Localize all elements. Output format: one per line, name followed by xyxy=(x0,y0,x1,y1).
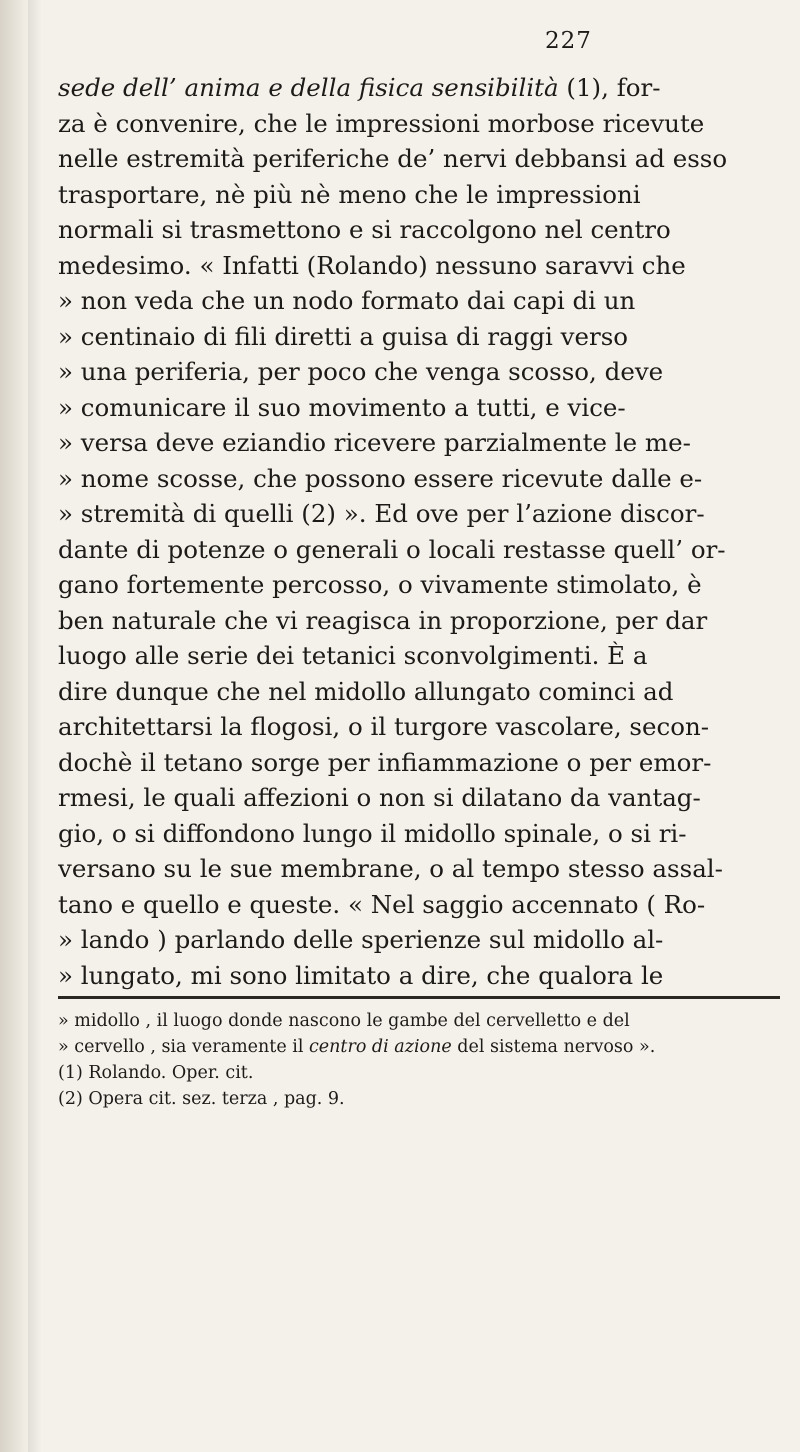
text-line xyxy=(58,922,778,958)
footnote-line-text: del sistema nervoso ». xyxy=(451,1037,656,1057)
text-line-text: architettarsi la flogosi, o il turgore vascolare, secon- xyxy=(58,712,710,741)
footnote-line-text: » midollo , il luogo donde nascono le gambe del cervelletto e del xyxy=(58,1011,630,1031)
footnote-line xyxy=(58,1008,778,1034)
text-line xyxy=(58,248,778,284)
footnote-line-italic: centro di azione xyxy=(309,1037,452,1057)
footnote-line-text: (1) Rolando. Oper. cit. xyxy=(58,1063,254,1083)
text-line xyxy=(58,283,778,319)
text-line-text: gano fortemente percosso, o vivamente stimolato, è xyxy=(58,570,702,599)
text-line xyxy=(58,603,778,639)
page-number: 227 xyxy=(545,28,592,54)
text-line xyxy=(58,319,778,355)
text-line xyxy=(58,70,778,106)
text-line xyxy=(58,496,778,532)
footnote-line-text: (2) Opera cit. sez. terza , pag. 9. xyxy=(58,1089,345,1109)
text-line xyxy=(58,887,778,923)
text-line xyxy=(58,709,778,745)
text-line xyxy=(58,106,778,142)
text-line xyxy=(58,674,778,710)
text-line xyxy=(58,354,778,390)
text-line-text: ben naturale che vi reagisca in proporzione, per dar xyxy=(58,605,708,635)
page-gutter xyxy=(0,0,30,1452)
body-text xyxy=(58,70,778,993)
text-line xyxy=(58,141,778,177)
text-line-italic: sede dell’ anima e della fisica sensibilità xyxy=(58,73,559,102)
text-line-text: gio, o si diffondono lungo il midollo spinale, o si ri- xyxy=(58,818,687,848)
text-line xyxy=(58,532,778,568)
text-line-text: dochè il tetano sorge per infiammazione o per emor- xyxy=(58,747,712,777)
text-line-text: (1), for- xyxy=(558,73,661,102)
text-line xyxy=(58,958,778,994)
text-line-text: » nome scosse, che possono essere ricevute dalle e- xyxy=(58,463,703,493)
footnote-line xyxy=(58,1034,778,1060)
text-line xyxy=(58,461,778,497)
text-line xyxy=(58,851,778,887)
text-line-text: » stremità di quelli (2) ». Ed ove per l’azione discor- xyxy=(58,499,705,528)
binding-shadow xyxy=(28,0,42,1452)
text-line-text: trasportare, nè più nè meno che le impressioni xyxy=(58,179,641,209)
footnote-line xyxy=(58,1060,778,1086)
text-line xyxy=(58,177,778,213)
text-line-text: dante di potenze o generali o locali restasse quell’ or- xyxy=(58,534,726,564)
text-line-text: rmesi, le quali affezioni o non si dilatano da vantag- xyxy=(58,783,701,812)
text-line-text: » centinaio di fili diretti a guisa di raggi verso xyxy=(58,321,629,351)
text-line xyxy=(58,816,778,852)
footnote-line-text: » cervello , sia veramente il xyxy=(58,1037,309,1057)
text-line-text: » versa deve eziandio ricevere parzialmente le me- xyxy=(58,428,691,457)
text-line xyxy=(58,567,778,603)
text-line-text: » una periferia, per poco che venga scosso, deve xyxy=(58,357,664,386)
text-line-text: » lando ) parlando delle sperienze sul midollo al- xyxy=(58,925,664,954)
footnote-separator xyxy=(58,996,780,999)
text-line xyxy=(58,212,778,248)
text-line-text: » lungato, mi sono limitato a dire, che qualora le xyxy=(58,960,664,990)
footnotes xyxy=(58,1008,778,1112)
text-line-text: nelle estremità periferiche de’ nervi debbansi ad esso xyxy=(58,144,728,173)
text-line-text: luogo alle serie dei tetanici sconvolgimenti. È a xyxy=(58,641,648,670)
text-line-text: normali si trasmettono e si raccolgono nel centro xyxy=(58,215,671,244)
text-line-text: » comunicare il suo movimento a tutti, e vice- xyxy=(58,392,626,422)
text-line-text: za è convenire, che le impressioni morbose ricevute xyxy=(58,108,705,138)
text-line-text: dire dunque che nel midollo allungato cominci ad xyxy=(58,676,674,706)
text-line xyxy=(58,745,778,781)
text-line-text: » non veda che un nodo formato dai capi di un xyxy=(58,286,636,315)
text-line-text: tano e quello e queste. « Nel saggio accennato ( Ro- xyxy=(58,889,706,919)
text-line-text: versano su le sue membrane, o al tempo stesso assal- xyxy=(58,854,723,883)
text-line xyxy=(58,638,778,674)
text-line xyxy=(58,425,778,461)
footnote-line xyxy=(58,1086,778,1112)
text-line xyxy=(58,780,778,816)
text-line-text: medesimo. « Infatti (Rolando) nessuno saravvi che xyxy=(58,250,686,280)
text-line xyxy=(58,390,778,426)
